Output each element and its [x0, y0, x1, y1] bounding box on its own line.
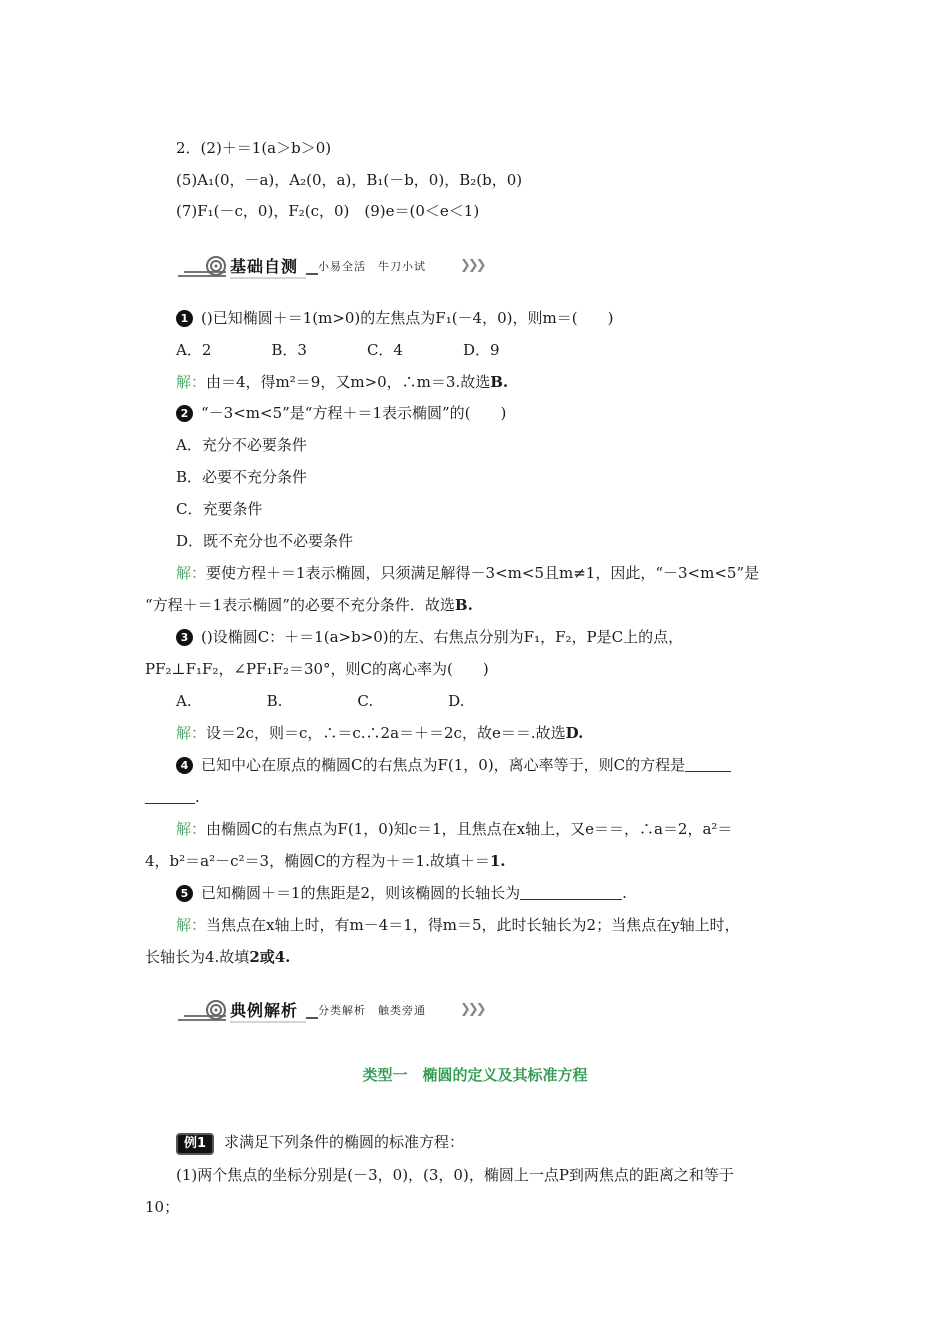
intro-line-1: 2．(2)＋＝1(a＞b＞0)	[176, 139, 332, 157]
question-2-option-b: B．必要不充分条件	[176, 468, 308, 486]
example-badge: 例1	[176, 1133, 214, 1155]
answer-label: 解：	[176, 916, 207, 934]
question-4-answer	[176, 818, 841, 840]
answer-text: 要使方程＋＝1表示椭圆，只须满足解得－3<m<5且m≠1，因此，“－3<m<5”是	[206, 564, 760, 582]
answer-text: 长轴长为4.故填	[145, 948, 250, 966]
answer-text: “方程＋＝1表示椭圆”的必要不充分条件．故选	[145, 596, 455, 614]
answer-choice: 1.	[489, 852, 506, 870]
chevrons-right-icon: ❯❯❯	[460, 1002, 484, 1017]
question-3-text: ()设椭圆C：＋＝1(a>b>0)的左、右焦点分别为F₁，F₂，P是C上的点，	[201, 628, 684, 646]
question-4	[176, 754, 841, 776]
answer-blank	[145, 789, 195, 804]
question-number-badge: 5	[176, 885, 193, 902]
question-2	[176, 402, 841, 424]
question-4-cont	[145, 786, 810, 808]
answer-label: 解：	[176, 724, 207, 742]
banner-title: 典例解析	[230, 1001, 299, 1020]
question-number-badge: 2	[176, 405, 193, 422]
question-4-text: 已知中心在原点的椭圆C的右焦点为F(1，0)，离心率等于，则C的方程是	[201, 756, 686, 774]
question-2-option-a: A．充分不必要条件	[176, 436, 307, 454]
question-5	[176, 882, 841, 904]
answer-text: 由椭圆C的右焦点为F(1，0)知c＝1，且焦点在x轴上，又e＝＝，∴a＝2，a²＝	[206, 820, 733, 838]
answer-choice: 2或4.	[249, 948, 291, 966]
answer-label: 解：	[176, 564, 207, 582]
example-1-part-1-cont: 10；	[145, 1198, 180, 1216]
answer-label: 解：	[176, 820, 207, 838]
question-2-option-c: C．充要条件	[176, 500, 263, 518]
banner-subtitle: 分类解析 触类旁通	[318, 1004, 426, 1017]
question-5-answer	[176, 914, 841, 936]
question-5-text: 已知椭圆＋＝1的焦距是2，则该椭圆的长轴长为	[201, 884, 521, 902]
question-1-answer	[176, 371, 841, 393]
chevrons-right-icon: ❯❯❯	[460, 258, 484, 273]
banner-title: 基础自测	[230, 257, 299, 276]
question-4-end: .	[195, 788, 200, 806]
intro-line-3: (7)F₁(－c，0)，F₂(c，0) (9)e＝(0＜e＜1)	[176, 202, 480, 220]
answer-blank	[520, 885, 622, 900]
question-2-answer	[176, 562, 841, 584]
answer-label: 解：	[176, 373, 207, 391]
section-title: 类型一 椭圆的定义及其标准方程	[362, 1066, 588, 1084]
question-3-cont: PF₂⊥F₁F₂，∠PF₁F₂＝30°，则C的离心率为( )	[145, 660, 489, 678]
answer-text: 4，b²＝a²－c²＝3，椭圆C的方程为＋＝1.故填＋＝	[145, 852, 490, 870]
answer-text: 当焦点在x轴上时，有m－4＝1，得m＝5，此时长轴长为2；当焦点在y轴上时，	[206, 916, 740, 934]
question-5-end: .	[622, 884, 627, 902]
answer-choice: B.	[454, 596, 473, 614]
question-1-options: A．2 B．3 C．4 D．9	[176, 341, 500, 359]
answer-choice: B.	[490, 373, 509, 391]
question-3-options: A. B. C. D.	[176, 692, 465, 710]
question-4-answer-cont	[145, 850, 810, 872]
question-1-text: ()已知椭圆＋＝1(m>0)的左焦点为F₁(－4，0)，则m＝( )	[201, 309, 614, 327]
answer-text: 设＝2c，则＝c，∴＝c.∴2a＝＋＝2c，故e＝＝.故选	[206, 724, 566, 742]
question-2-option-d: D．既不充分也不必要条件	[176, 532, 354, 550]
question-3-answer	[176, 722, 841, 744]
question-1	[176, 307, 841, 329]
question-number-badge: 1	[176, 310, 193, 327]
question-2-text: “－3<m<5”是“方程＋＝1表示椭圆”的( )	[201, 404, 507, 422]
question-2-answer-cont	[145, 594, 810, 616]
section-banner-examples	[176, 996, 506, 1024]
answer-blank	[685, 757, 731, 772]
intro-line-2: (5)A₁(0，－a)，A₂(0，a)，B₁(－b，0)，B₂(b，0)	[176, 171, 523, 189]
banner-subtitle: 小易全活 牛刀小试	[318, 260, 426, 273]
section-banner-basic-test	[176, 252, 506, 280]
question-5-answer-cont	[145, 946, 810, 968]
question-3	[176, 626, 841, 648]
answer-text: 由＝4，得m²＝9，又m>0，∴m＝3.故选	[206, 373, 491, 391]
answer-choice: D.	[565, 724, 584, 742]
example-1-part-1: (1)两个焦点的坐标分别是(－3，0)，(3，0)，椭圆上一点P到两焦点的距离之和等于	[176, 1166, 734, 1184]
question-number-badge: 4	[176, 757, 193, 774]
question-number-badge: 3	[176, 629, 193, 646]
example-1-text: 求满足下列条件的椭圆的标准方程：	[224, 1133, 465, 1151]
example-1	[176, 1131, 841, 1155]
